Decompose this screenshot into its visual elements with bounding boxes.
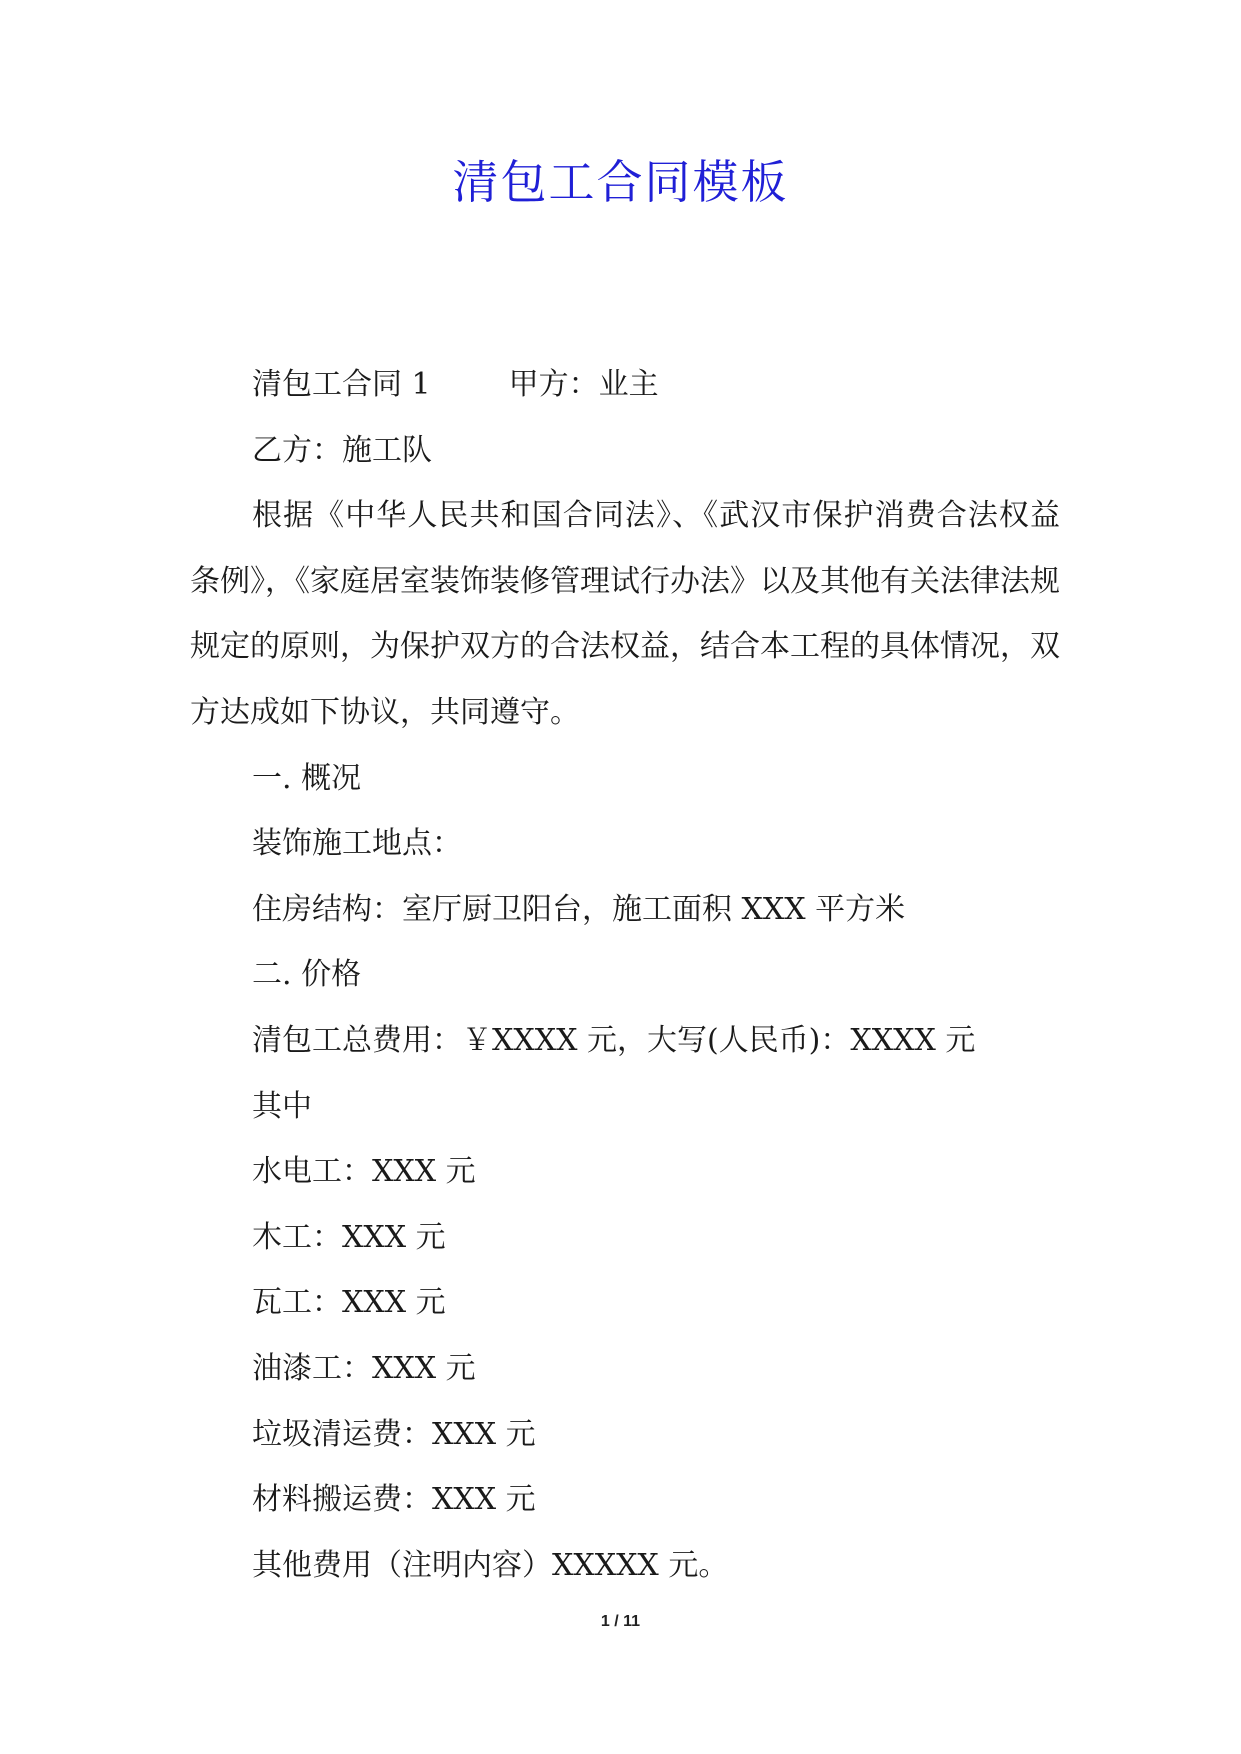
fee-item: 垃圾清运费：XXX 元: [252, 1416, 536, 1452]
contract-name: 清包工合同 1: [252, 367, 431, 402]
fee-item: 瓦工：XXX 元: [252, 1285, 446, 1321]
intro-line: [190, 352, 1060, 418]
party-a: 甲方：业主: [508, 367, 659, 402]
section-1-heading: 一. 概况: [252, 760, 362, 796]
section-2-heading: 二. 价格: [252, 957, 362, 993]
party-b: 乙方：施工队: [252, 432, 432, 468]
document-body: [190, 352, 1060, 1598]
preamble-paragraph: 根据《中华人民共和国合同法》、《武汉市保护消费合法权益条例》，《家庭居室装饰装修管理试行办法》以及其他有关法律法规规定的原则，为保护双方的合法权益，结合本工程的具体情况，双方达成如下协议，共同遵守。: [190, 498, 1060, 730]
document-title: 清包工合同模板: [452, 155, 789, 209]
among-line: 其中: [252, 1088, 312, 1124]
fee-item: 木工：XXX 元: [252, 1219, 446, 1255]
fee-item: 水电工：XXX 元: [252, 1154, 476, 1190]
page-number: 1 / 11: [600, 1613, 641, 1630]
fee-item: 其他费用（注明内容）XXXXX 元。: [252, 1547, 729, 1583]
location-line: 装饰施工地点：: [252, 826, 462, 862]
fee-item: 材料搬运费：XXX 元: [252, 1482, 536, 1518]
structure-line: 住房结构：室厅厨卫阳台，施工面积 XXX 平方米: [252, 891, 906, 927]
total-fee-line: 清包工总费用：￥XXXX 元，大写(人民币)：XXXX 元: [252, 1022, 976, 1058]
fee-item: 油漆工：XXX 元: [252, 1350, 476, 1386]
